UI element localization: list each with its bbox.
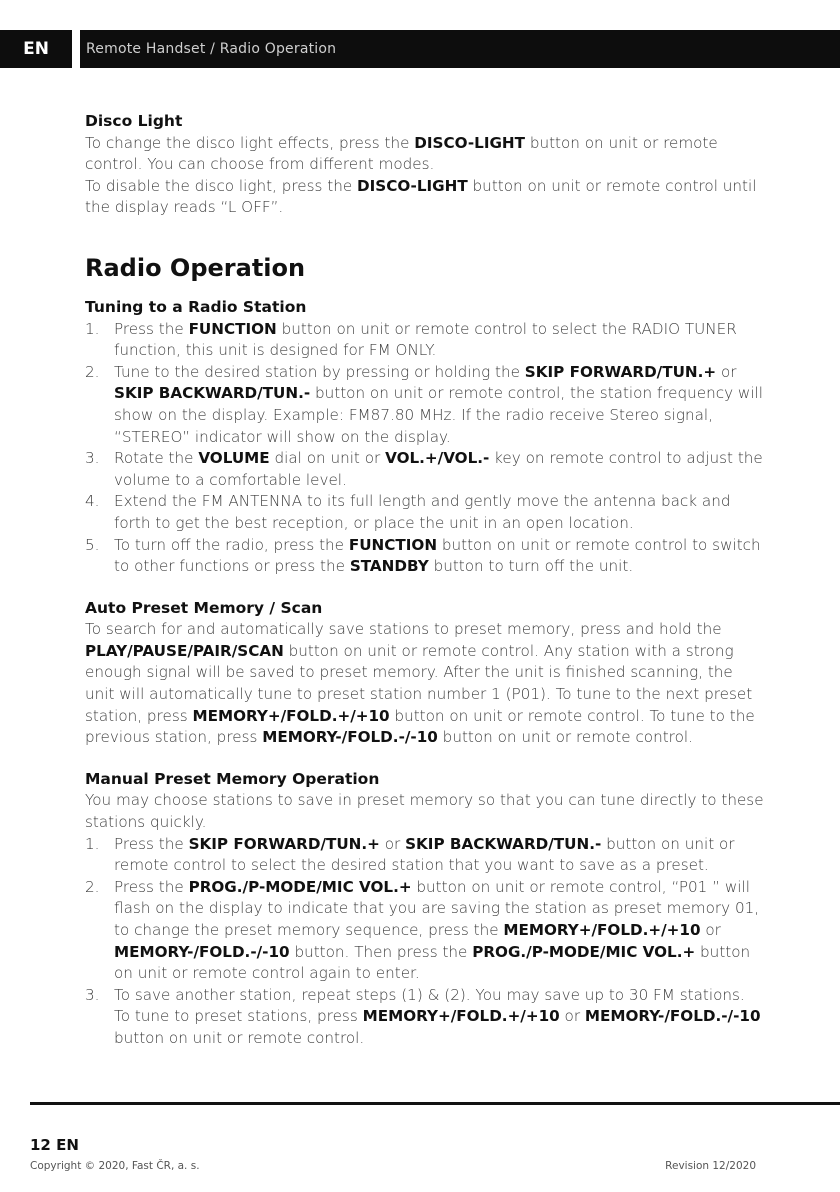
text: button. Then press the	[289, 942, 473, 961]
text: button on unit or remote control.	[437, 728, 693, 747]
list-item	[85, 448, 765, 491]
revision-label: Revision 12/2020	[665, 1160, 756, 1172]
text: button on unit or remote control. You can choose from different modes.	[85, 133, 718, 174]
text: To change the disco light effects, press the	[85, 133, 415, 152]
manual-preset-steps	[85, 834, 765, 1050]
button-name: MEMORY+/FOLD.+/+10	[362, 1007, 560, 1026]
text: Rotate the	[114, 449, 199, 468]
radio-operation-heading: Radio Operation	[85, 253, 306, 282]
button-name: VOLUME	[198, 449, 270, 468]
step-number: 3.	[85, 985, 100, 1004]
tuning-section	[85, 297, 765, 578]
button-name: DISCO-LIGHT	[414, 133, 525, 152]
text: button on unit or remote control. Any station with a strong enough signal will be saved to preset memory. After the unit is finished scanning, the unit will automatically tune to preset station number 1 (P01). To tune to the next preset station, press	[85, 641, 753, 725]
list-item	[85, 877, 765, 985]
button-name: VOL.+/VOL.-	[385, 449, 490, 468]
list-item	[85, 362, 765, 448]
text: button on unit or remote control. To tune to the previous station, press	[85, 706, 755, 747]
text: button on unit or remote control again to enter.	[114, 942, 751, 983]
text: button on unit or remote control, the station frequency will show on the display. Example: FM87.80 MHz. If the radio receive Stereo signal, “STEREO” indicator will show on the display.	[114, 384, 763, 446]
footer-divider	[30, 1102, 840, 1105]
step-number: 1.	[85, 319, 100, 338]
disco-light-paragraph-1	[85, 133, 765, 176]
text: Press the	[114, 834, 189, 853]
button-name: SKIP BACKWARD/TUN.-	[405, 834, 602, 853]
tuning-heading: Tuning to a Radio Station	[85, 297, 307, 316]
language-badge: EN	[0, 30, 72, 68]
button-name: SKIP FORWARD/TUN.+	[524, 362, 717, 381]
button-name: PLAY/PAUSE/PAIR/SCAN	[85, 641, 284, 660]
step-number: 3.	[85, 449, 100, 468]
page-header	[0, 30, 840, 68]
text: button on unit or remote control until the display reads “L OFF”.	[85, 176, 757, 217]
text: dial on unit or	[269, 449, 386, 468]
manual-preset-heading: Manual Preset Memory Operation	[85, 769, 380, 788]
disco-light-paragraph-2	[85, 176, 765, 219]
page-content	[85, 111, 765, 1050]
list-item	[85, 491, 765, 534]
header-title: Remote Handset / Radio Operation	[80, 30, 840, 68]
text: button on unit or remote control to switch to other functions or press the	[114, 535, 761, 576]
manual-preset-intro: You may choose stations to save in preset memory so that you can tune directly to these stations quickly.	[85, 791, 764, 832]
page-number: 12 EN	[30, 1136, 79, 1154]
step-number: 2.	[85, 362, 100, 381]
list-item	[85, 834, 765, 877]
button-name: MEMORY+/FOLD.+/+10	[503, 921, 701, 939]
text: button to turn off the unit.	[428, 557, 634, 576]
text: To save another station, repeat steps (1) & (2). You may save up to 30 FM stations. To tune to preset stations, press	[114, 985, 745, 1026]
step-number: 5.	[85, 535, 100, 554]
list-item	[85, 985, 765, 1050]
step-number: 4.	[85, 492, 100, 511]
text: or	[700, 921, 721, 939]
text: button on unit or remote control to select the RADIO TUNER function, this unit is designed for FM ONLY.	[114, 319, 737, 360]
button-name: MEMORY-/FOLD.-/-10	[114, 942, 290, 961]
text: or	[559, 1007, 585, 1026]
text: Extend the FM ANTENNA to its full length and gently move the antenna back and forth to get the best reception, or place the unit in an open location.	[114, 492, 731, 532]
auto-preset-heading: Auto Preset Memory / Scan	[85, 598, 323, 617]
button-name: STANDBY	[349, 557, 429, 576]
step-number: 1.	[85, 834, 100, 853]
button-name: SKIP BACKWARD/TUN.-	[114, 384, 311, 403]
button-name: SKIP FORWARD/TUN.+	[188, 834, 380, 853]
copyright-notice: Copyright © 2020, Fast ČR, a. s.	[30, 1160, 200, 1172]
button-name: FUNCTION	[188, 319, 277, 338]
button-name: PROG./P-MODE/MIC VOL.+	[472, 942, 696, 961]
text: To disable the disco light, press the	[85, 176, 358, 195]
tuning-steps	[85, 319, 765, 578]
manual-preset-section	[85, 769, 765, 1050]
button-name: PROG./P-MODE/MIC VOL.+	[188, 877, 412, 896]
button-name: FUNCTION	[348, 535, 438, 554]
button-name: MEMORY-/FOLD.-/-10	[262, 728, 438, 747]
button-name: DISCO-LIGHT	[357, 176, 468, 195]
text: or	[379, 834, 406, 853]
auto-preset-section	[85, 598, 765, 749]
button-name: MEMORY-/FOLD.-/-10	[584, 1007, 761, 1026]
text: button on unit or remote control.	[114, 1028, 365, 1047]
text: Press the	[114, 319, 189, 338]
button-name: MEMORY+/FOLD.+/+10	[192, 706, 390, 725]
list-item	[85, 319, 765, 362]
text: Press the	[114, 877, 189, 896]
step-number: 2.	[85, 877, 100, 896]
text: button on unit or remote control to select the desired station that you want to save as a preset.	[114, 834, 735, 875]
auto-preset-paragraph	[85, 619, 765, 749]
text: To turn off the radio, press the	[114, 535, 349, 554]
text: or	[716, 362, 737, 381]
list-item	[85, 535, 765, 578]
text: Tune to the desired station by pressing or holding the	[114, 362, 525, 381]
text: button on unit or remote control, “P01 ” will flash on the display to indicate that you are saving the station as preset memory 01, to change the preset memory sequence, press the	[114, 877, 760, 939]
text: To search for and automatically save stations to preset memory, press and hold the	[85, 620, 722, 639]
disco-light-heading: Disco Light	[85, 112, 183, 130]
text: key on remote control to adjust the volume to a comfortable level.	[114, 449, 763, 489]
disco-light-section	[85, 111, 765, 219]
